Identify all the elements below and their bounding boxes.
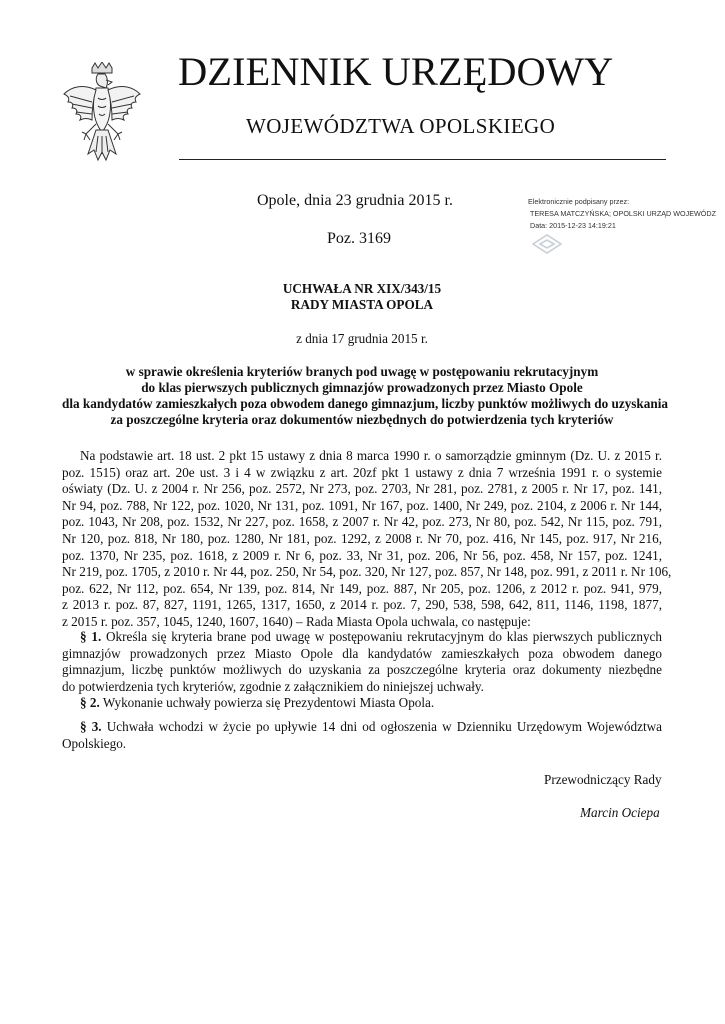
publication-subtitle: WOJEWÓDZTWA OPOLSKIEGO <box>246 114 556 138</box>
preamble-line: poz. 1370, Nr 235, poz. 1618, z 2009 r. Nr 6, poz. 33, Nr 31, poz. 206, Nr 56, poz. 458, Nr 157, poz. 1241, <box>62 547 662 563</box>
resolution-body: RADY MIASTA OPOLA <box>290 297 434 312</box>
resolution-number: UCHWAŁA NR XIX/343/15 <box>282 281 442 296</box>
subject-line: dla kandydatów zamieszkałych poza obwodem danego gimnazjum, liczby punktów możliwych do uzyskania <box>62 396 668 411</box>
preamble-line: Nr 219, poz. 1705, z 2010 r. Nr 44, poz. 250, Nr 54, poz. 320, Nr 127, poz. 857, Nr 148, poz. 991, z 2011 r. Nr 106, <box>62 564 672 580</box>
section-text: Uchwała wchodzi w życie po upływie 14 dni od ogłoszenia w Dzienniku Urzędowym Województwa <box>101 719 662 734</box>
section-line: gimnazjów prowadzonych przez Miasto Opole dla kandydatów zamieszkałych poza obwodem danego <box>62 645 662 661</box>
preamble-line: Na podstawie art. 18 ust. 2 pkt 15 ustawy z dnia 8 marca 1990 r. o samorządzie gminnym (Dz. U. z 2015 r. <box>80 448 662 463</box>
section-mark: § 1. <box>80 629 102 644</box>
esig-label: Elektronicznie podpisany przez: <box>528 197 630 206</box>
section-line: do potwierdzenia tych kryteriów, zgodnie z załącznikiem do niniejszej uchwały. <box>62 678 484 694</box>
issue-date: Opole, dnia 23 grudnia 2015 r. <box>257 192 453 209</box>
preamble-line: poz. 1043, Nr 208, poz. 1532, Nr 227, poz. 1658, z 2007 r. Nr 42, poz. 273, Nr 80, poz. 542, Nr 115, poz. 791, <box>62 514 662 530</box>
preamble-line: Nr 120, poz. 818, Nr 180, poz. 1280, Nr 181, poz. 1292, z 2008 r. Nr 70, poz. 416, Nr 145, poz. 917, Nr 216, <box>62 530 662 546</box>
section-line: Opolskiego. <box>62 735 127 751</box>
subject-line: za poszczególne kryteria oraz dokumentów niezbędnych do potwierdzenia tych kryteriów <box>110 412 614 427</box>
preamble-line: Nr 94, poz. 788, Nr 122, poz. 1020, Nr 131, poz. 1091, Nr 167, poz. 1400, Nr 249, poz. 2104, z 2006 r. Nr 144, <box>62 497 662 513</box>
esig-date: Data: 2015-12-23 14:19:21 <box>530 221 616 230</box>
section-2 <box>62 695 662 712</box>
electronic-signature-block <box>525 196 725 232</box>
signatory-name: Marcin Ociepa <box>580 805 660 820</box>
preamble-line: poz. 1515) oraz art. 20e ust. 3 i 4 w związku z art. 20zf pkt 1 ustawy z dnia 7 września 1991 r. o systemie <box>62 464 662 480</box>
section-3 <box>62 719 662 752</box>
esig-signer: TERESA MATCZYŃSKA; OPOLSKI URZĄD WOJEWÓDZ <box>530 209 716 218</box>
section-text: Określa się kryteria brane pod uwagę w postępowaniu rekrutacyjnym do klas pierwszych publicznych <box>101 629 663 644</box>
signatory-role: Przewodniczący Rady <box>544 772 662 787</box>
signature-stamp-icon <box>530 232 564 256</box>
section-text: Wykonanie uchwały powierza się Prezydentowi Miasta Opola. <box>99 695 435 710</box>
section-line: gimnazjum, liczbę punktów możliwych do uzyskania za poszczególne kryteria oraz dokumenty niezbędne <box>62 662 662 678</box>
publication-title: DZIENNIK URZĘDOWY <box>178 49 614 94</box>
section-line <box>62 629 662 646</box>
preamble <box>62 448 672 631</box>
section-1 <box>62 629 662 695</box>
section-mark: § 2. <box>80 695 100 710</box>
preamble-line: z 2015 r. poz. 357, 1045, 1240, 1607, 1640) – Rada Miasta Opola uchwala, co następuje: <box>62 613 531 629</box>
resolution-date: z dnia 17 grudnia 2015 r. <box>296 331 428 346</box>
preamble-line: z 2013 r. poz. 87, 827, 1191, 1265, 1317, 1650, z 2014 r. poz. 7, 290, 538, 598, 642, 811, 1146, 1198, 1877, <box>62 597 662 613</box>
preamble-line: poz. 622, Nr 112, poz. 654, Nr 139, poz. 814, Nr 149, poz. 887, Nr 205, poz. 1206, z 2012 r. poz. 941, 979, <box>62 580 662 596</box>
subject-line: w sprawie określenia kryteriów branych pod uwagę w postępowaniu rekrutacyjnym <box>125 364 599 379</box>
resolution-subject <box>62 364 668 428</box>
position-number: Poz. 3169 <box>327 230 391 247</box>
preamble-line: oświaty (Dz. U. z 2004 r. Nr 256, poz. 2572, Nr 273, poz. 2703, Nr 281, poz. 2781, z 2005 r. Nr 17, poz. 141, <box>62 481 662 497</box>
section-line <box>62 695 662 712</box>
header-divider <box>179 159 666 160</box>
coat-of-arms-eagle-icon <box>62 62 142 164</box>
subject-line: do klas pierwszych publicznych gimnazjów prowadzonych przez Miasto Opole <box>141 380 583 395</box>
section-line <box>62 719 662 736</box>
section-mark: § 3. <box>80 719 102 734</box>
